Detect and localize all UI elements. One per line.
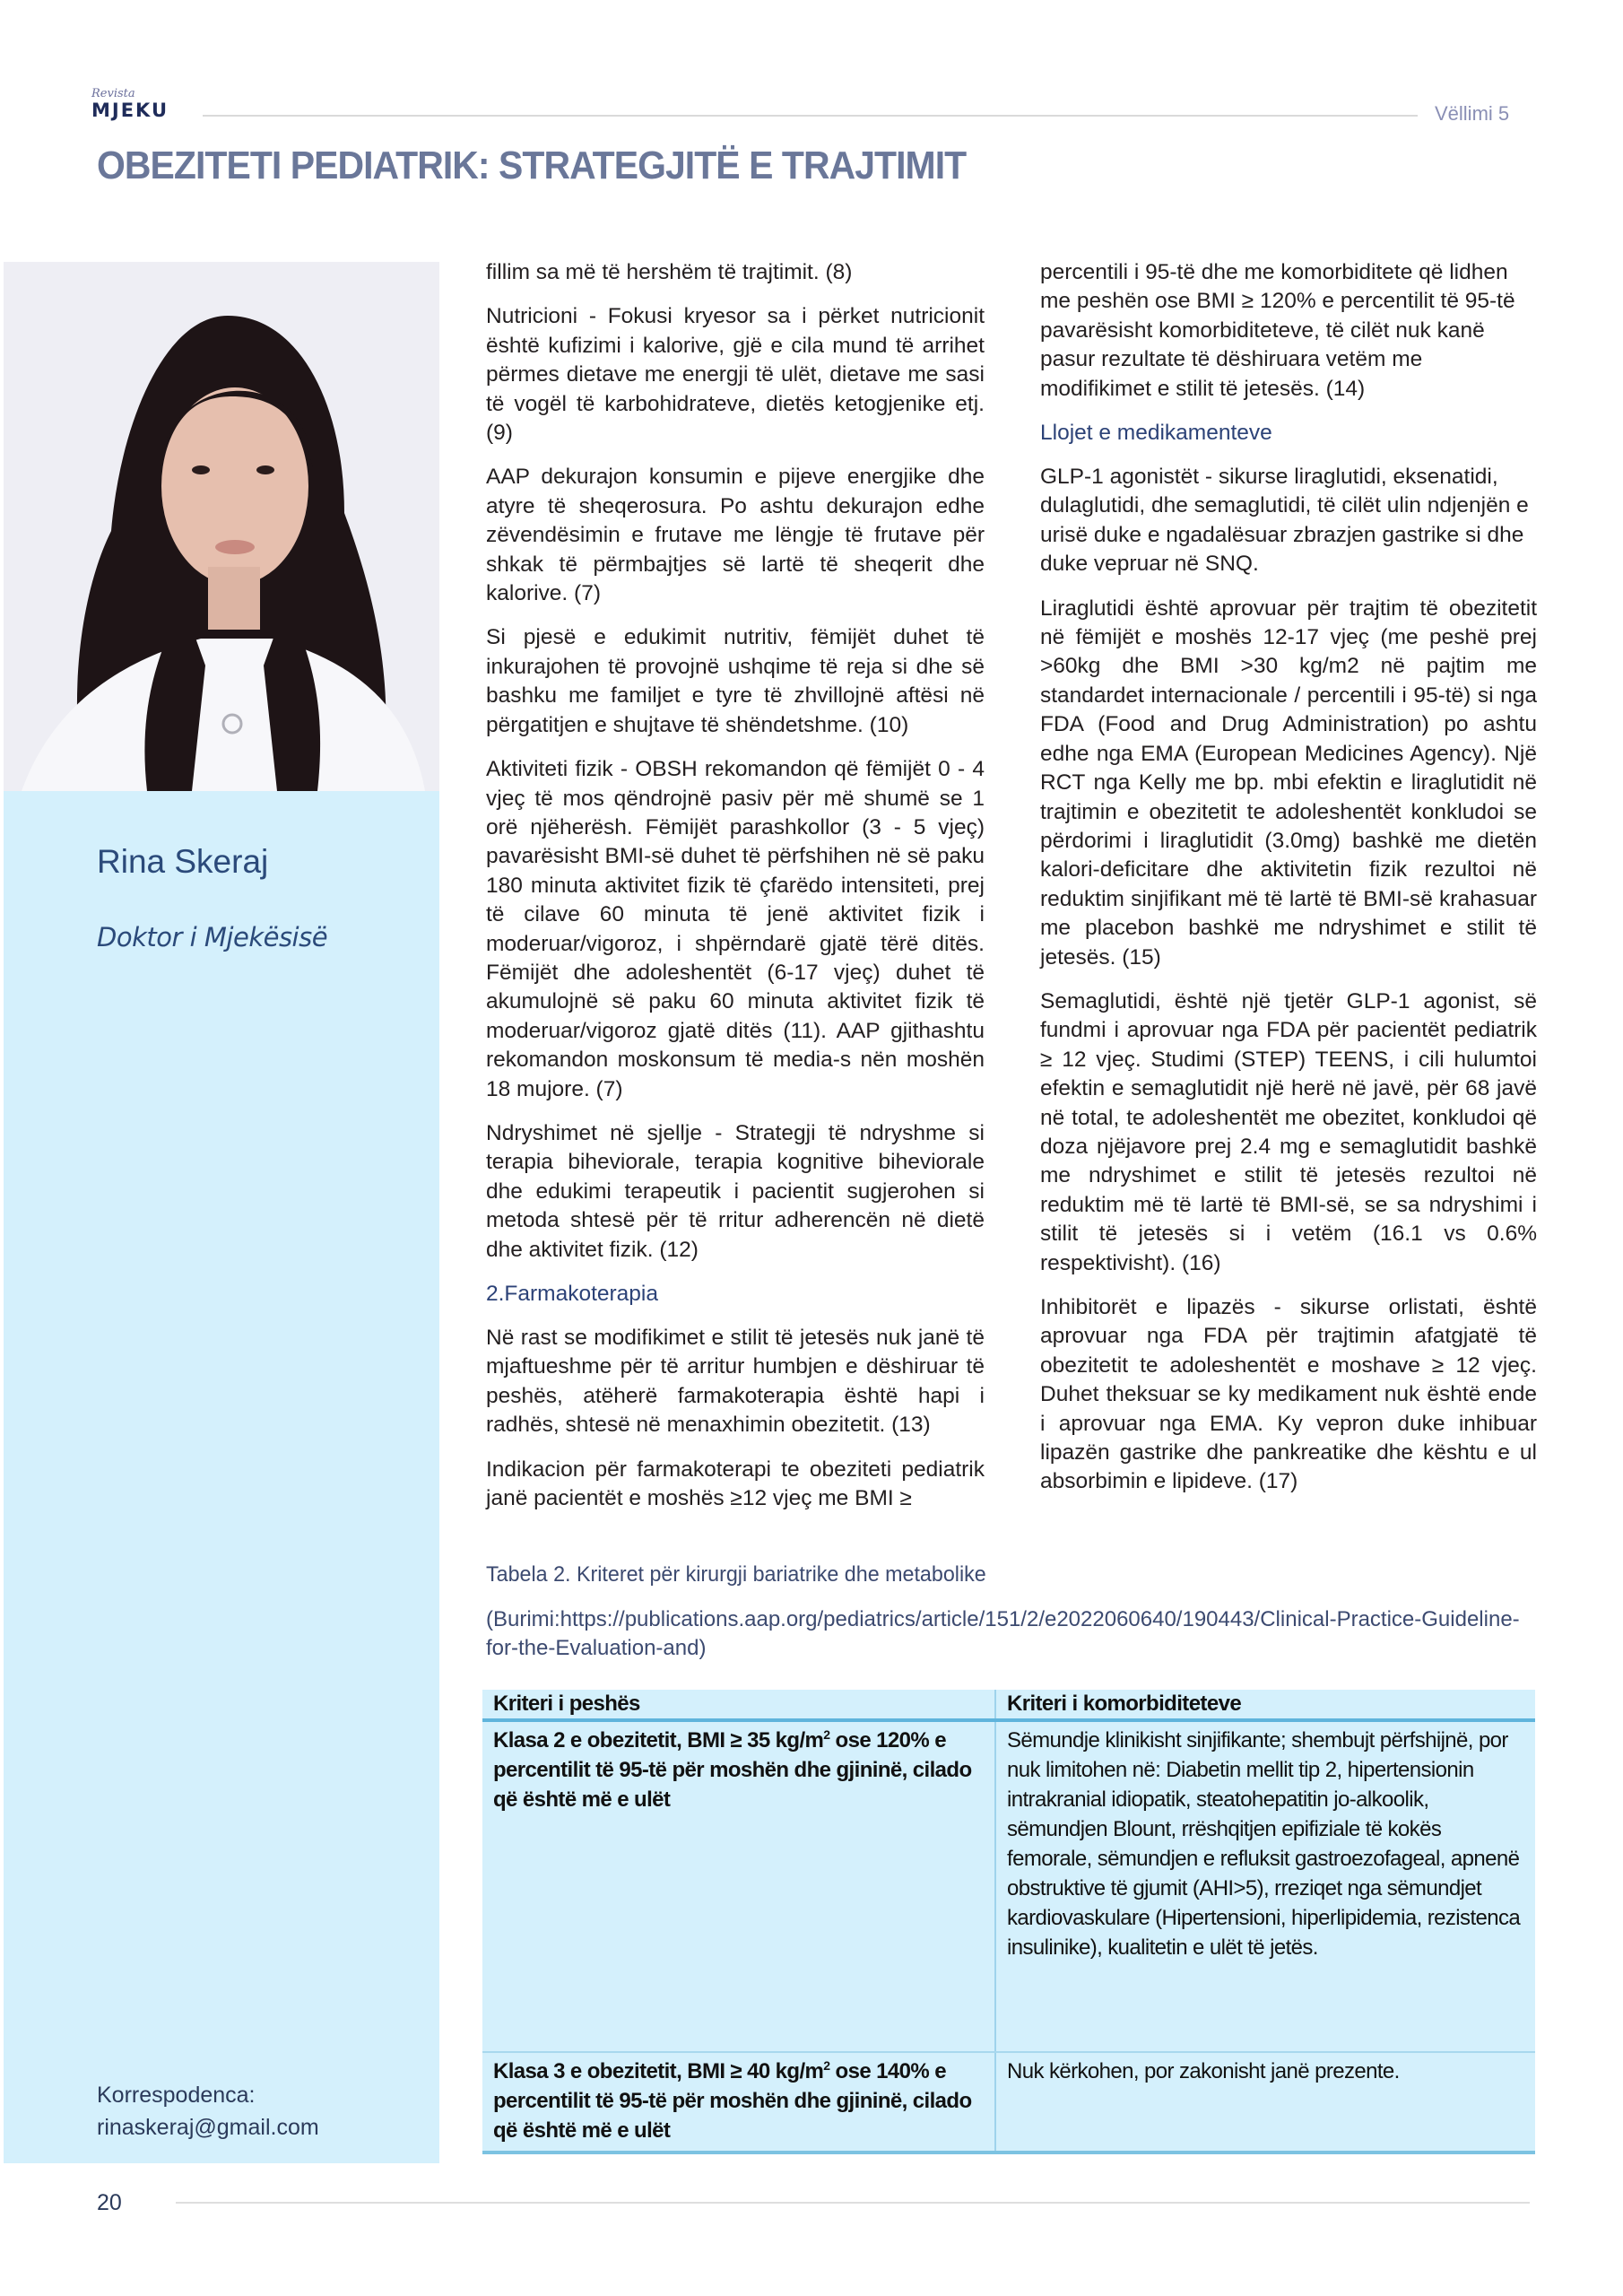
table-header-row: [482, 1690, 1535, 1720]
paragraph-aap-drinks: AAP dekurajon konsumin e pijeve energjike dhe atyre të sheqerosura. Po ashtu dekurajon edhe zëvendësimin e frutave me lëngje të frutave për shkak të përmbajtjes së lartë të sheqerit dhe kalorive. (7): [486, 465, 985, 606]
criteria-table: [482, 1690, 1535, 2154]
journal-logo: [91, 88, 181, 120]
weight-criterion-class2: Klasa 2 e obezitetit, BMI ≥ 35 $kg/m^2$ ose 120% e percentilit të 95-të për moshën dhe gjininë, cilado që është më e ulët: [482, 1720, 995, 2052]
footer-divider: [176, 2202, 1530, 2204]
paragraph-indication: Indikacion për farmakoterapi te obeziteti pediatrik janë pacientët e moshës ≥12 vjeç me BMI ≥: [486, 1457, 985, 1511]
table-source[interactable]: (Burimi:https://publications.aap.org/pediatrics/article/151/2/e2022060640/190443/Clinical-Practice-Guideline-for-the-Evaluation-and): [486, 1607, 1520, 1660]
paragraph-orlistat: Inhibitorët e lipazës - sikurse orlistati, është aprovuar nga FDA për trajtimin afatgjatë të obezitetit te adoleshentët e moshave ≥ 12 vjeç. Duhet theksuar se ky medikament nuk është ende i aprovuar nga EMA. Ky vepron duke inhibuar lipazën gastrike dhe pankreatike dhe kështu e ul absorbimin e lipideve. (17): [1040, 1295, 1537, 1494]
article-title: OBEZITETI PEDIATRIK: STRATEGJITË E TRAJTIMIT: [97, 144, 967, 187]
paragraph-glp1: GLP-1 agonistët - sikurse liraglutidi, eksenatidi, dulaglutidi, dhe semaglutidi, të cilët ulin ndjenjën e urisë duke e ngadalësuar zbrazjen gastrike si dhe duke vepruar në SNQ.: [1040, 465, 1529, 577]
body-column-right: [1040, 258, 1537, 1512]
paragraph-pharmacotherapy: Në rast se modifikimet e stilit të jetesës nuk janë të mjaftueshme për të arritur humbjen e dëshiruar të peshës, atëherë farmakoterapia është hapi i radhës, shtesë në menaxhimin obezitetit. (13): [486, 1326, 985, 1438]
volume-label: Vëllimi 5: [1435, 102, 1510, 125]
comorbidity-criterion-class2: Sëmundje klinikisht sinjifikante; shembujt përfshijnë, por nuk limitohen në: Diabetin mellit tip 2, hipertensionin intrakranial idiopatik, steatohepatitin jo-alkoolik, sëmundjen Blount, rrëshqitjen epifiziale të kokës femorale, sëmundjen e refluksit gastroezofageal, apnenë obstruktive të gjumit (AHI>5), rreziqet nga sëmundjet kardiovaskulare (Hipertensioni, hiperlipidemia, rezistenca insulinike), kualitetin e ulët të jetës.: [995, 1720, 1535, 2052]
logo-mjeku: MJEKU: [91, 100, 169, 121]
author-photo: [4, 262, 439, 791]
correspondence-block: [97, 2079, 319, 2144]
logo-revista: Revista: [91, 87, 135, 100]
paragraph-nutrition-education: Si pjesë e edukimit nutritiv, fëmijët duhet të inkurajohen të provojnë ushqime të reja si dhe së bashku me familjet e tyre të zhvillojnë aftësi në përgatitjen e shujtave të shëndetshme. (10): [486, 625, 985, 737]
paragraph-behavior-change: Ndryshimet në sjellje - Strategji të ndryshme si terapia biheviorale, terapia kognitive biheviorale dhe edukimi terapeutik i pacientit sugjerohen si metoda shtesë për të rritur adherencën në dietë dhe aktivitet fizik. (12): [486, 1120, 985, 1262]
table-row: [482, 2052, 1535, 2152]
column-header-comorbidity: Kriteri i komorbiditeteve: [995, 1690, 1535, 1720]
table-caption: Tabela 2. Kriteret për kirurgji bariatrike dhe metabolike: [486, 1562, 986, 1587]
paragraph-nutrition: Nutricioni - Fokusi kryesor sa i përket nutricionit është kufizimi i kalorive, gjë e cila mund të arrihet përmes dietave me energji të ulët, dietave me sasi të vogël të karbohidrateve, dietës ketogjenike etj. (9): [486, 304, 985, 446]
weight-criterion-class3: Klasa 3 e obezitetit, BMI ≥ 40 $kg/m^2$ ose 140% e percentilit të 95-të për moshën dhe gjininë, cilado që është më e ulët: [482, 2052, 995, 2152]
paragraph-semaglutide: Semaglutidi, është një tjetër GLP-1 agonist, së fundmi i aprovuar nga FDA për pacientët pediatrik ≥ 12 vjeç. Studimi (STEP) TEENS, i cili hulumtoi efektin e semaglutidit një herë në javë, për 68 javë në total, te adoleshentët me obezitet, konkludoi që doza njëjavore prej 2.4 mg e semaglutidit bashkë me ndryshimet e stilit të jetesës rezultoi në reduktim më të lartë të BMI-së, se sa ndryshimi i stilit të jetesës si i vetëm (16.1 vs 0.6% respektivisht). (16): [1040, 988, 1537, 1275]
paragraph-physical-activity: Aktiviteti fizik - OBSH rekomandon që fëmijët 0 - 4 vjeç të mos qëndrojnë pasiv për më shumë se 1 orë njëherësh. Fëmijët parashkollor (3 - 5 vjeç) pavarësisht BMI-së duhet të përfshihen në së paku 180 minuta aktivitet fizik të çfarëdo intensiteti, prej të cilave 60 minuta të jenë aktivitet fizik i moderuar/vigoroz, i shpërndarë gjatë tërë ditës. Fëmijët dhe adoleshentët (6-17 vjeç) duhet të akumulojnë së paku 60 minuta aktivitet fizik të moderuar/vigoroz gjatë ditës (11). AAP gjithashtu rekomandon moskonsum të media-s nën moshën 18 mujore. (7): [486, 757, 985, 1101]
column-header-weight: Kriteri i peshës: [482, 1690, 995, 1720]
comorbidity-criterion-class3: Nuk kërkohen, por zakonisht janë prezente.: [995, 2052, 1535, 2152]
paragraph-indication-cont: percentili i 95-të dhe me komorbiditete që lidhen me peshën ose BMI ≥ 120% e percentilit të 95-të pavarësisht komorbiditeteve, të cilët nuk kanë pasur rezultate të dëshiruara vetëm me modifikimet e stilit të jetesës. (14): [1040, 260, 1515, 401]
author-name: Rina Skeraj: [97, 843, 269, 880]
header-divider: [203, 115, 1418, 117]
section-heading-pharmacotherapy: 2.Farmakoterapia: [486, 1282, 659, 1306]
section-heading-drug-types: Llojet e medikamenteve: [1040, 421, 1272, 446]
table-row: [482, 1720, 1535, 2052]
author-role: Doktor i Mjekësisë: [97, 922, 328, 952]
author-email[interactable]: rinaskeraj@gmail.com: [97, 2115, 319, 2140]
page-number: 20: [97, 2190, 122, 2215]
author-sidebar: [4, 791, 439, 2163]
paragraph: fillim sa më të hershëm të trajtimit. (8): [486, 260, 853, 284]
paragraph-liraglutide: Liraglutidi është aprovuar për trajtim të obezitetit në fëmijët e moshës 12-17 vjeç (me peshë prej >60kg dhe BMI >30 kg/m2 në pajtim me standardet internacionale / percentili i 95-të) si nga FDA (Food and Drug Administration) po ashtu edhe nga EMA (European Medicines Agency). Një RCT nga Kelly me bp. mbi efektin e liraglutidit në trajtimin e obezitetit te adoleshentët konkludoi se përdorimi i liraglutidit (3.0mg) bashkë me dietën kalori-deficitare dhe aktivitetin fizik rezultoi në reduktim sinjifikant më të lartë të BMI-së krahasuar me placebon bashkë me ndryshimet e stilit të jetesës. (15): [1040, 596, 1537, 970]
correspondence-label: Korrespodenca:: [97, 2083, 256, 2108]
body-column-middle: [486, 258, 985, 1528]
portrait-image-icon: [4, 262, 439, 791]
